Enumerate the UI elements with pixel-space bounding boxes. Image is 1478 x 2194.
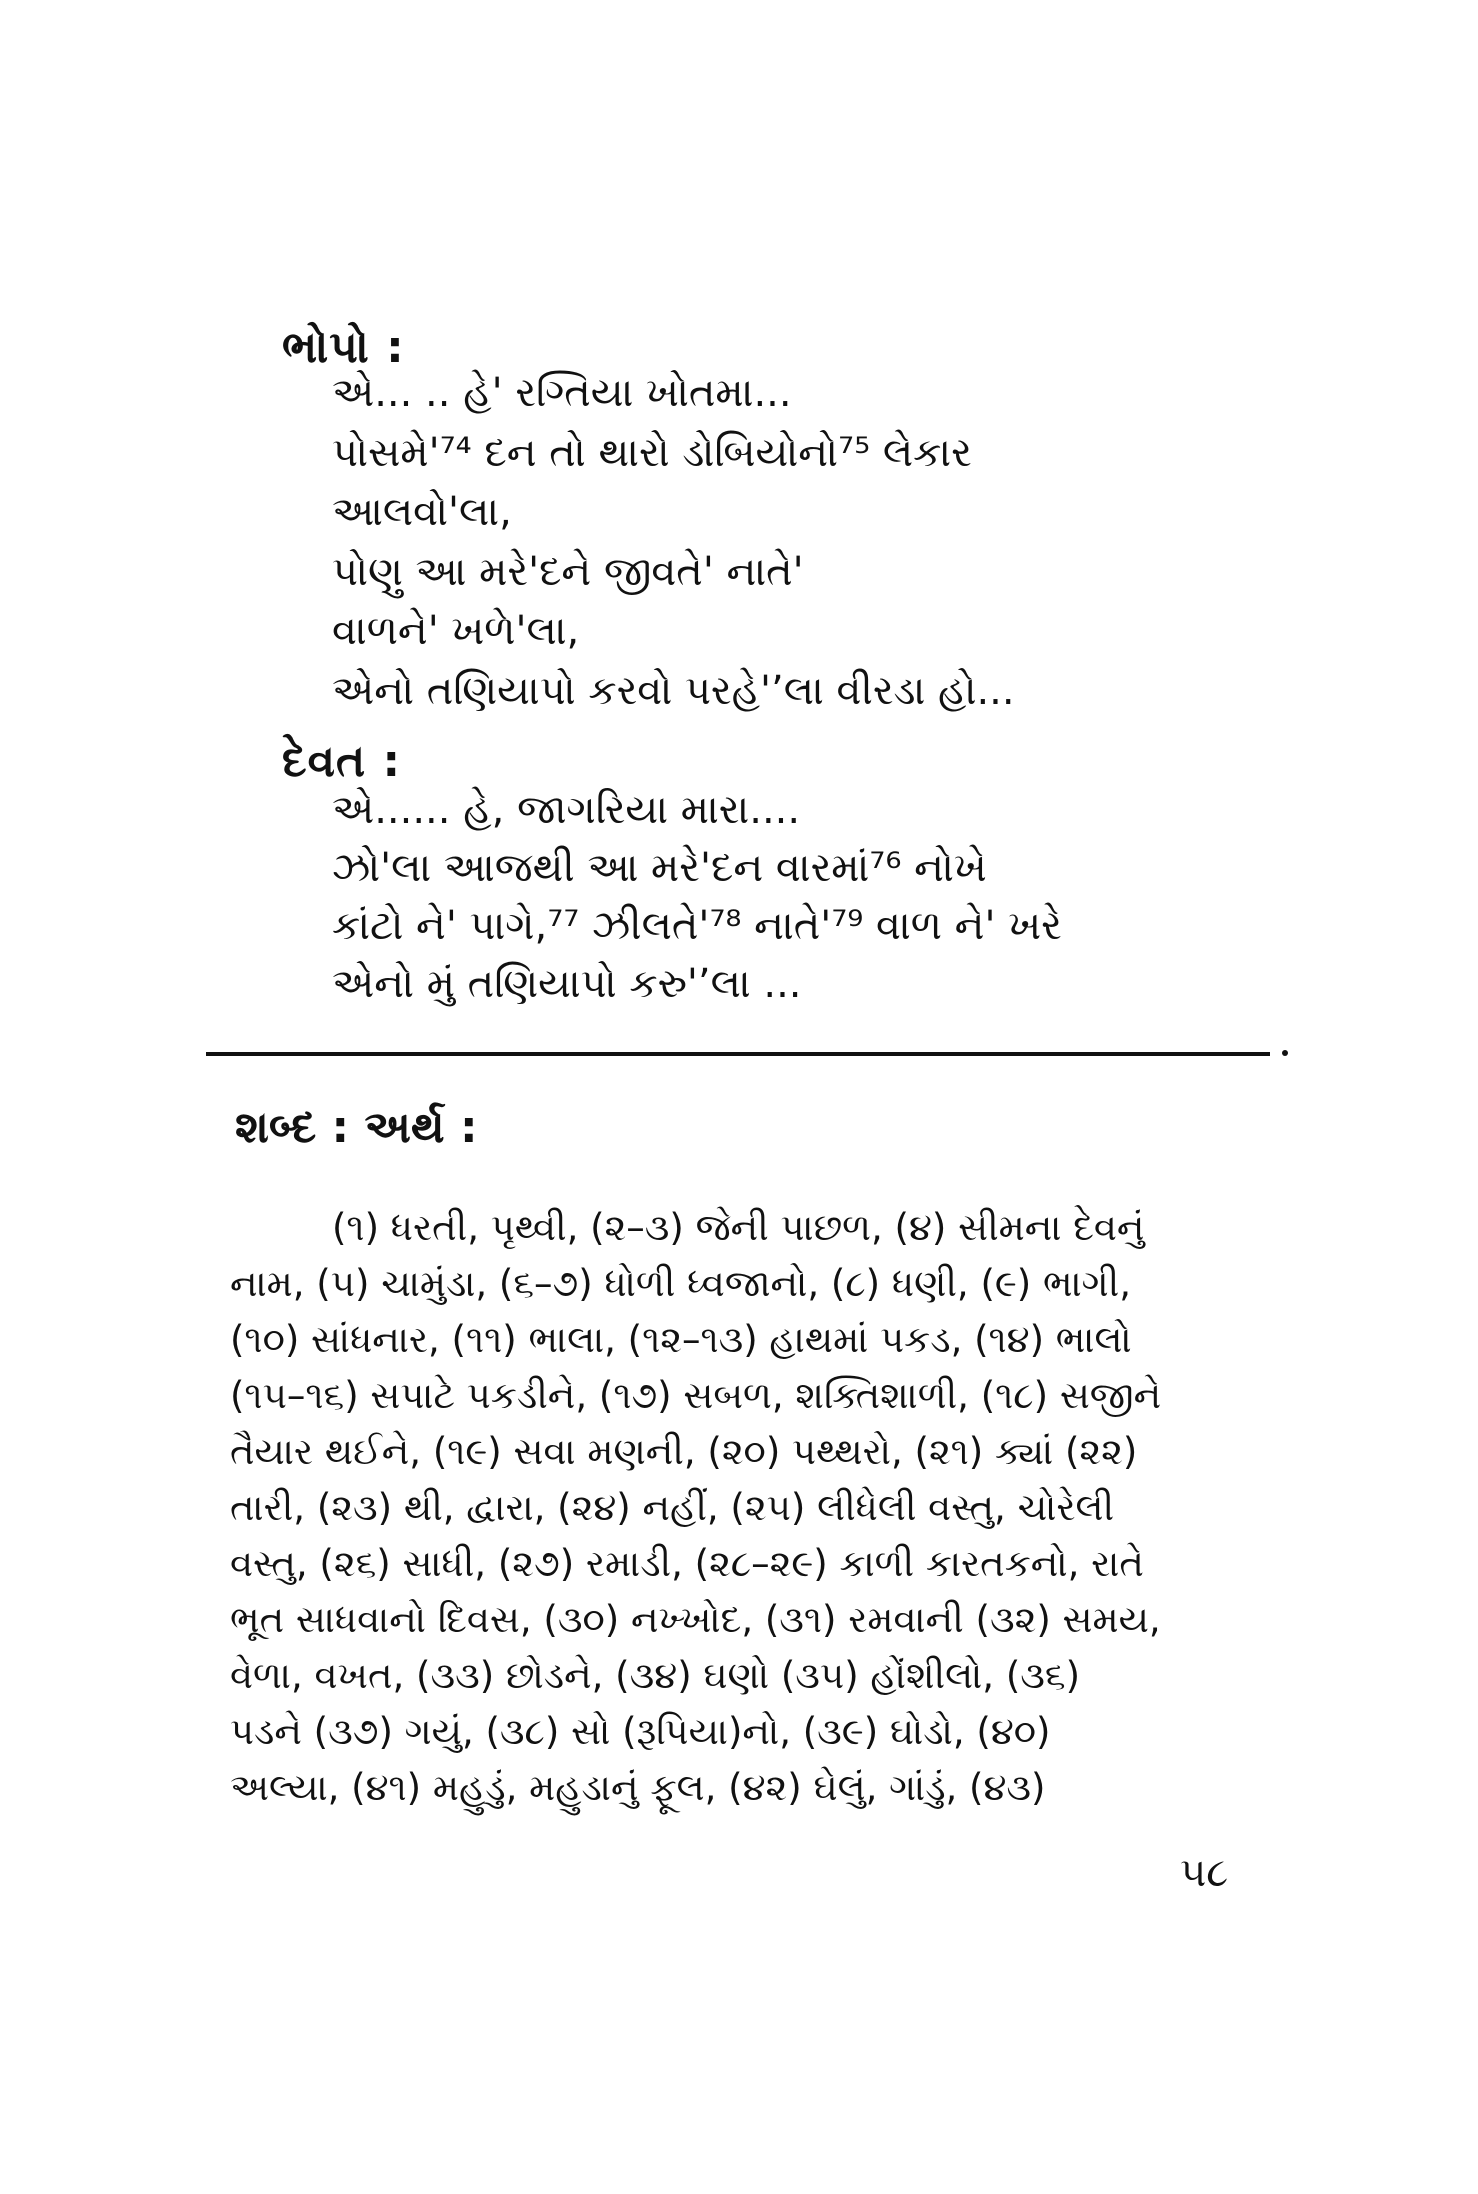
verse-line: એનો મું તણિયાપો કરુ'ʼલા ... [332, 961, 802, 1007]
verse-line: એ...... હે, જાગરિયા મારા.... [332, 787, 801, 833]
verse-line: આલવો'લા, [332, 489, 512, 535]
verse-line: એનો તણિયાપો કરવો પરહે'ʼલા વીરડા હો... [332, 668, 1015, 714]
glossary-line: (૧૦) સાંધનાર, (૧૧) ભાલા, (૧૨–૧૩) હાથમાં પકડ, (૧૪) ભાલો [230, 1318, 1132, 1361]
verse-line: એ... .. હે' રગ્તિયા ખોતમા... [332, 370, 792, 416]
verse-line: પોસમે'⁷⁴ દન તો થારો ડોબિયોનો⁷⁵ લેકાર [332, 430, 972, 476]
verse-line: કાંટો ને' પાગે,⁷⁷ ઝીલતે'⁷⁸ નાતે'⁷⁹ વાળ ને' ખરે [332, 903, 1062, 949]
glossary-line: (૧૫–૧૬) સપાટે પકડીને, (૧૭) સબળ, શક્તિશાળી, (૧૮) સજીને [230, 1374, 1162, 1417]
speaker-label-bhopo: ભોપો : [282, 322, 405, 373]
glossary-line: પડને (૩૭) ગયું, (૩૮) સો (રૂપિયા)નો, (૩૯) ઘોડો, (૪૦) [230, 1710, 1051, 1753]
glossary-line: વેળા, વખત, (૩૩) છોડને, (૩૪) ઘણો (૩૫) હોંશીલો, (૩૬) [230, 1654, 1081, 1697]
glossary-line: (૧) ધરતી, પૃથ્વી, (૨–૩) જેની પાછળ, (૪) સીમના દેવનું [332, 1206, 1145, 1249]
glossary-line: અલ્યા, (૪૧) મહુડું, મહુડાનું ફૂલ, (૪૨) ઘેલું, ગાંડું, (૪૩) [230, 1766, 1046, 1809]
glossary-line: વસ્તુ, (૨૬) સાધી, (૨૭) રમાડી, (૨૮–૨૯) કાળી કારતકનો, રાતે [230, 1542, 1144, 1585]
glossary-line: તારી, (૨૩) થી, દ્વારા, (૨૪) નહીં, (૨૫) લીધેલી વસ્તુ, ચોરેલી [230, 1486, 1115, 1529]
section-divider [206, 1052, 1270, 1056]
verse-line: પોણુ આ મરે'દને જીવતે' નાતે' [332, 549, 804, 595]
divider-dot [1282, 1050, 1288, 1056]
glossary-line: તૈયાર થઈને, (૧૯) સવા મણની, (૨૦) પથ્થરો, (૨૧) ક્યાં (૨૨) [230, 1430, 1138, 1473]
verse-line: ઝો'લા આજથી આ મરે'દન વારમાં⁷⁶ નોખે [332, 845, 987, 891]
glossary-line: ભૂત સાધવાનો દિવસ, (૩૦) નખ્ખોદ, (૩૧) રમવાની (૩૨) સમય, [230, 1598, 1161, 1641]
page-number: ૫૮ [1180, 1850, 1229, 1896]
glossary-heading: શબ્દ : અર્થ : [235, 1102, 478, 1153]
glossary-line: નામ, (૫) ચામુંડા, (૬–૭) ધોળી ધ્વજાનો, (૮) ધણી, (૯) ભાગી, [230, 1262, 1131, 1305]
verse-line: વાળને' ખળે'લા, [332, 608, 580, 654]
speaker-label-devat: દેવત : [282, 736, 402, 787]
